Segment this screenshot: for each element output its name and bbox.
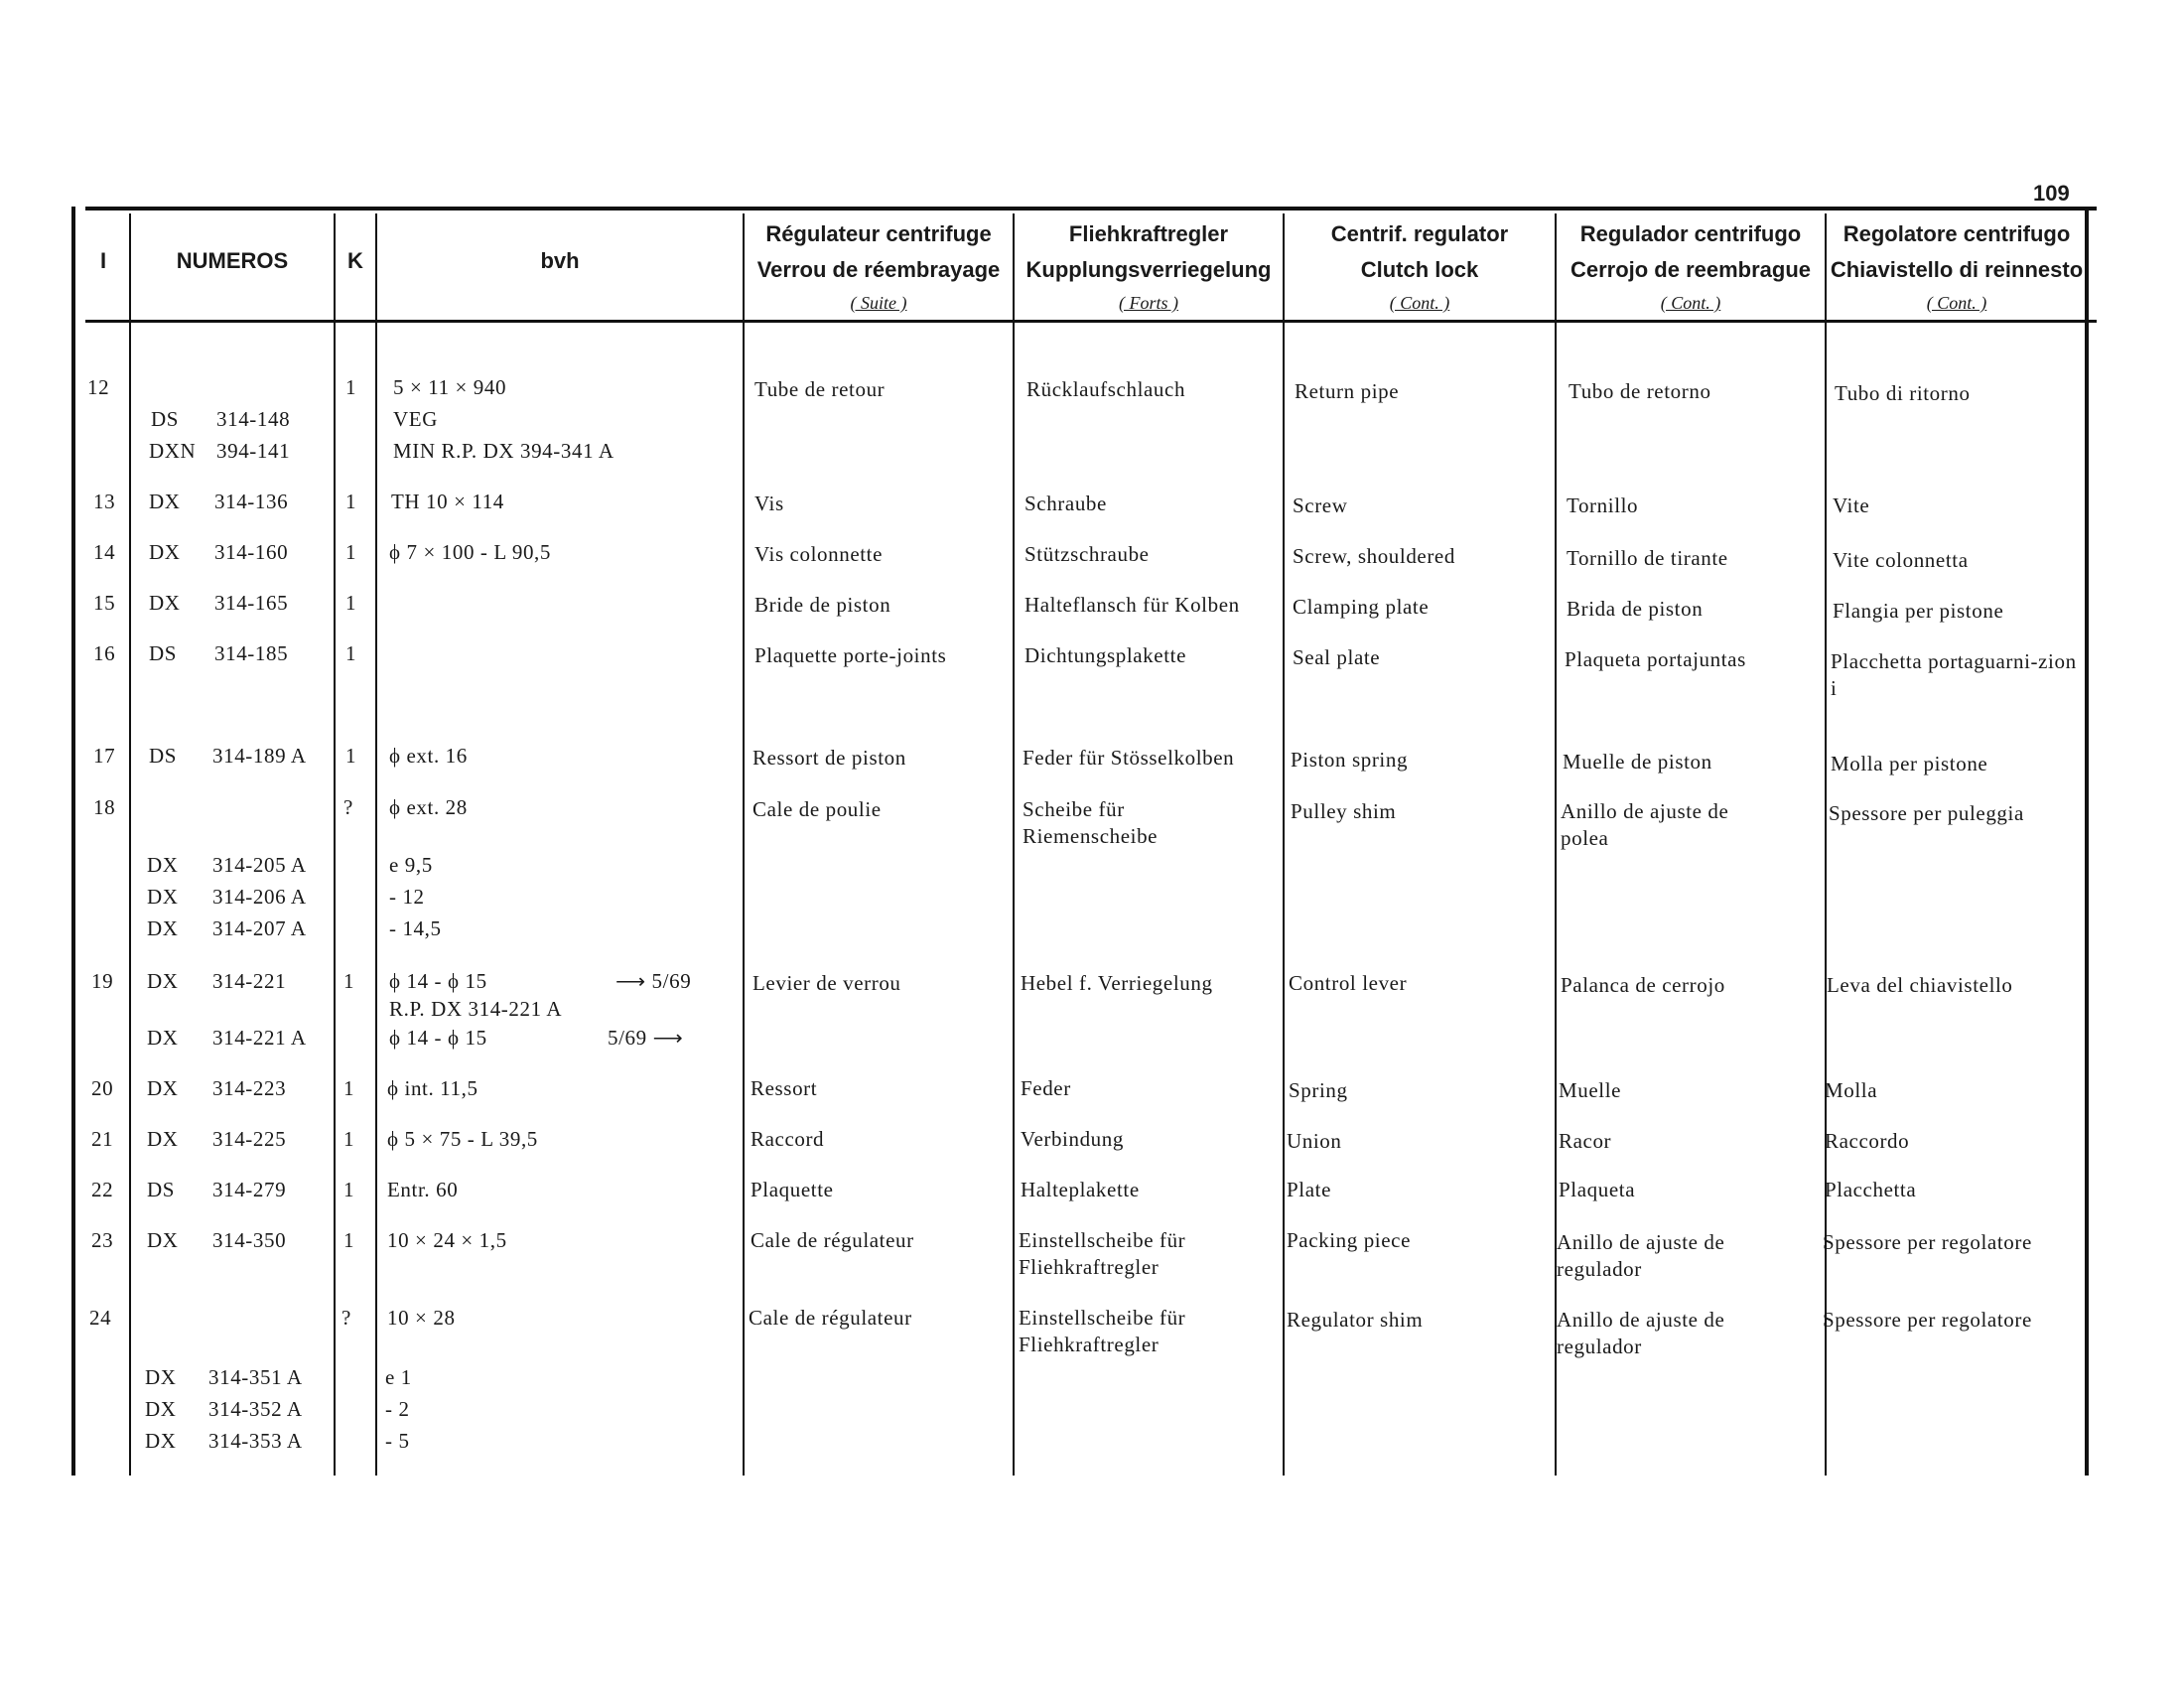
row-spanish: Anillo de ajuste de regulador [1557,1230,1725,1281]
row-prefix: DX [147,1228,179,1252]
row-bvh-replacement: R.P. DX 314-221 A [389,997,563,1021]
row-bvh: 5 × 11 × 940 [393,375,507,399]
row-spanish: Muelle de piston [1563,750,1712,774]
header-english [1285,216,1555,318]
divider-i [129,213,131,1476]
row-german: Verbindung [1021,1127,1124,1151]
part-prefix: DS [151,407,180,431]
part-number: 314-352 A [208,1397,303,1421]
header-spanish [1557,216,1825,318]
row-english: Screw [1293,493,1348,517]
row-qty: ? [341,1306,351,1330]
row-german: Scheibe für Riemenscheibe [1023,797,1159,848]
row-english: Packing piece [1287,1228,1412,1252]
header-italian-sub: ( Cont. ) [1926,293,1987,313]
part-bvh: VEG [393,407,438,431]
row-number: 314-221 [212,969,287,993]
row-italian: Spessore per regolatore [1823,1230,2032,1254]
row-bvh: Entr. 60 [387,1178,459,1201]
part-bvh: ϕ 14 - ϕ 15 [389,1026,487,1050]
divider-es [1825,213,1827,1476]
row-italian: Vite colonnetta [1833,548,1969,572]
row-index: 19 [91,969,114,993]
row-index: 13 [93,490,116,513]
part-prefix: DX [145,1429,177,1453]
row-english: Screw, shouldered [1293,544,1455,568]
part-number: 394-141 [216,439,291,463]
row-number: 314-189 A [212,744,307,768]
row-prefix: DS [149,744,178,768]
row-index: 23 [91,1228,114,1252]
part-prefix: DX [147,1026,179,1050]
row-spanish: Racor [1559,1129,1612,1153]
row-bvh: TH 10 × 114 [391,490,504,513]
part-number: 314-148 [216,407,291,431]
divider-k [375,213,377,1476]
row-italian: Placchetta portaguarni-zioni [1831,649,2077,700]
row-german: Einstellscheibe für Fliehkraftregler [1019,1228,1186,1279]
row-index: 18 [93,795,116,819]
row-number: 314-160 [214,540,289,564]
row-qty: 1 [343,969,355,993]
row-french: Raccord [751,1127,825,1151]
divider-bvh [743,213,745,1476]
row-number: 314-350 [212,1228,287,1252]
header-german-sub: ( Forts ) [1119,293,1178,313]
row-spanish: Muelle [1559,1078,1622,1102]
row-bvh: ϕ ext. 28 [389,795,468,819]
row-german: Einstellscheibe für Fliehkraftregler [1019,1306,1186,1356]
header-french [745,216,1013,318]
row-german: Rücklaufschlauch [1026,377,1186,401]
row-prefix: DX [149,540,181,564]
row-english: Seal plate [1293,645,1381,669]
divider-fr [1013,213,1015,1476]
row-french: Bride de piston [754,593,891,617]
row-french: Plaquette [751,1178,834,1201]
row-qty: 1 [343,1178,355,1201]
row-number: 314-136 [214,490,289,513]
row-spanish: Tubo de retorno [1569,379,1711,403]
row-english: Plate [1287,1178,1331,1201]
row-prefix: DX [147,969,179,993]
row-prefix: DX [149,490,181,513]
part-number: 314-206 A [212,885,307,909]
row-bvh: ϕ 7 × 100 - L 90,5 [389,540,551,564]
header-k: K [347,248,363,273]
row-french: Cale de régulateur [749,1306,912,1330]
header-english-line2: Clutch lock [1360,257,1479,282]
right-border [2085,207,2089,1476]
header-spanish-line2: Cerrojo de reembrague [1570,257,1812,282]
header-french-line1: Régulateur centrifuge [765,221,992,246]
part-note: 5/69 ⟶ [608,1026,684,1050]
row-italian: Spessore per puleggia [1829,801,2024,825]
row-spanish: Anillo de ajuste de regulador [1557,1308,1725,1358]
row-bvh: 10 × 28 [387,1306,456,1330]
row-prefix: DX [147,1127,179,1151]
row-qty: ? [343,795,353,819]
row-index: 14 [93,540,116,564]
row-spanish: Tornillo de tirante [1567,546,1728,570]
part-prefix: DXN [149,439,197,463]
row-german: Stützschraube [1024,542,1150,566]
row-bvh: ϕ int. 11,5 [387,1076,478,1100]
row-index: 15 [93,591,116,615]
part-bvh: - 12 [389,885,425,909]
part-bvh: e 1 [385,1365,412,1389]
row-note: ⟶ 5/69 [615,969,692,993]
header-bvh: bvh [540,248,580,273]
row-italian: Vite [1833,493,1870,517]
header-i: I [99,248,107,273]
row-number: 314-223 [212,1076,287,1100]
row-spanish: Anillo de ajuste de polea [1561,799,1729,850]
row-italian: Tubo di ritorno [1835,381,1971,405]
row-index: 22 [91,1178,114,1201]
part-bvh: e 9,5 [389,853,433,877]
row-french: Vis colonnette [754,542,884,566]
divider-numeros [334,213,336,1476]
part-number: 314-221 A [212,1026,307,1050]
row-english: Spring [1289,1078,1348,1102]
row-italian: Raccordo [1825,1129,1910,1153]
row-spanish: Plaqueta [1559,1178,1636,1201]
row-bvh: ϕ 14 - ϕ 15 [389,969,487,993]
header-german-line2: Kupplungsverriegelung [1025,257,1272,282]
row-index: 17 [93,744,116,768]
header-spanish-line1: Regulador centrifugo [1579,221,1802,246]
row-qty: 1 [345,375,357,399]
header-italian-line1: Regolatore centrifugo [1843,221,2071,246]
header-english-sub: ( Cont. ) [1389,293,1450,313]
row-english: Return pipe [1295,379,1400,403]
row-italian: Leva del chiavistello [1827,973,2013,997]
row-spanish: Plaqueta portajuntas [1565,647,1746,671]
part-prefix: DX [145,1365,177,1389]
row-italian: Placchetta [1825,1178,1917,1201]
header-french-sub: ( Suite ) [850,293,907,313]
row-qty: 1 [345,540,357,564]
divider-en [1555,213,1557,1476]
part-prefix: DX [145,1397,177,1421]
row-prefix: DS [149,641,178,665]
row-german: Hebel f. Verriegelung [1021,971,1213,995]
part-number: 314-353 A [208,1429,303,1453]
row-french: Cale de régulateur [751,1228,914,1252]
row-qty: 1 [343,1076,355,1100]
row-german: Schraube [1024,492,1107,515]
row-french: Levier de verrou [752,971,901,995]
row-index: 24 [89,1306,112,1330]
row-italian: Flangia per pistone [1833,599,2004,623]
header-german-line1: Fliehkraftregler [1068,221,1229,246]
part-bvh: MIN R.P. DX 394-341 A [393,439,614,463]
row-spanish: Tornillo [1567,493,1639,517]
header-french-line2: Verrou de réembrayage [756,257,1001,282]
part-prefix: DX [147,916,179,940]
row-prefix: DX [147,1076,179,1100]
row-qty: 1 [345,490,357,513]
row-qty: 1 [345,591,357,615]
row-index: 12 [87,375,110,399]
row-french: Tube de retour [754,377,886,401]
row-spanish: Brida de piston [1567,597,1704,621]
row-german: Feder [1021,1076,1071,1100]
row-french: Cale de poulie [752,797,882,821]
row-italian: Molla [1825,1078,1878,1102]
row-qty: 1 [343,1127,355,1151]
part-number: 314-205 A [212,853,307,877]
row-german: Feder für Stösselkolben [1023,746,1235,770]
header-numeros: NUMEROS [176,248,289,273]
row-english: Regulator shim [1287,1308,1424,1332]
row-english: Control lever [1289,971,1408,995]
part-number: 314-351 A [208,1365,303,1389]
header-english-line1: Centrif. regulator [1330,221,1509,246]
part-prefix: DX [147,885,179,909]
row-french: Ressort de piston [752,746,906,770]
row-bvh: ϕ 5 × 75 - L 39,5 [387,1127,538,1151]
header-rule [85,320,2097,323]
row-german: Halteplakette [1021,1178,1140,1201]
row-english: Pulley shim [1291,799,1397,823]
row-english: Union [1287,1129,1342,1153]
row-french: Ressort [751,1076,818,1100]
row-german: Halteflansch für Kolben [1024,593,1240,617]
row-bvh: 10 × 24 × 1,5 [387,1228,507,1252]
row-number: 314-279 [212,1178,287,1201]
row-number: 314-165 [214,591,289,615]
row-italian: Spessore per regolatore [1823,1308,2032,1332]
row-number: 314-225 [212,1127,287,1151]
row-bvh: ϕ ext. 16 [389,744,468,768]
row-french: Plaquette porte-joints [754,643,947,667]
row-number: 314-185 [214,641,289,665]
left-border [71,207,75,1476]
header-spanish-sub: ( Cont. ) [1660,293,1721,313]
divider-de [1283,213,1285,1476]
header-italian-line2: Chiavistello di reinnesto [1830,257,2084,282]
part-bvh: - 2 [385,1397,410,1421]
row-qty: 1 [343,1228,355,1252]
header-italian [1827,216,2087,318]
header-german [1015,216,1283,318]
part-number: 314-207 A [212,916,307,940]
row-prefix: DS [147,1178,176,1201]
row-spanish: Palanca de cerrojo [1561,973,1725,997]
part-bvh: - 14,5 [389,916,442,940]
row-index: 16 [93,641,116,665]
row-qty: 1 [345,744,357,768]
row-english: Clamping plate [1293,595,1430,619]
row-index: 20 [91,1076,114,1100]
row-qty: 1 [345,641,357,665]
row-french: Vis [754,492,784,515]
row-italian: Molla per pistone [1831,752,1988,775]
row-prefix: DX [149,591,181,615]
top-rule [85,207,2097,211]
row-english: Piston spring [1291,748,1409,772]
part-prefix: DX [147,853,179,877]
row-index: 21 [91,1127,114,1151]
part-bvh: - 5 [385,1429,410,1453]
row-german: Dichtungsplakette [1024,643,1186,667]
page-number: 109 [2033,181,2070,206]
